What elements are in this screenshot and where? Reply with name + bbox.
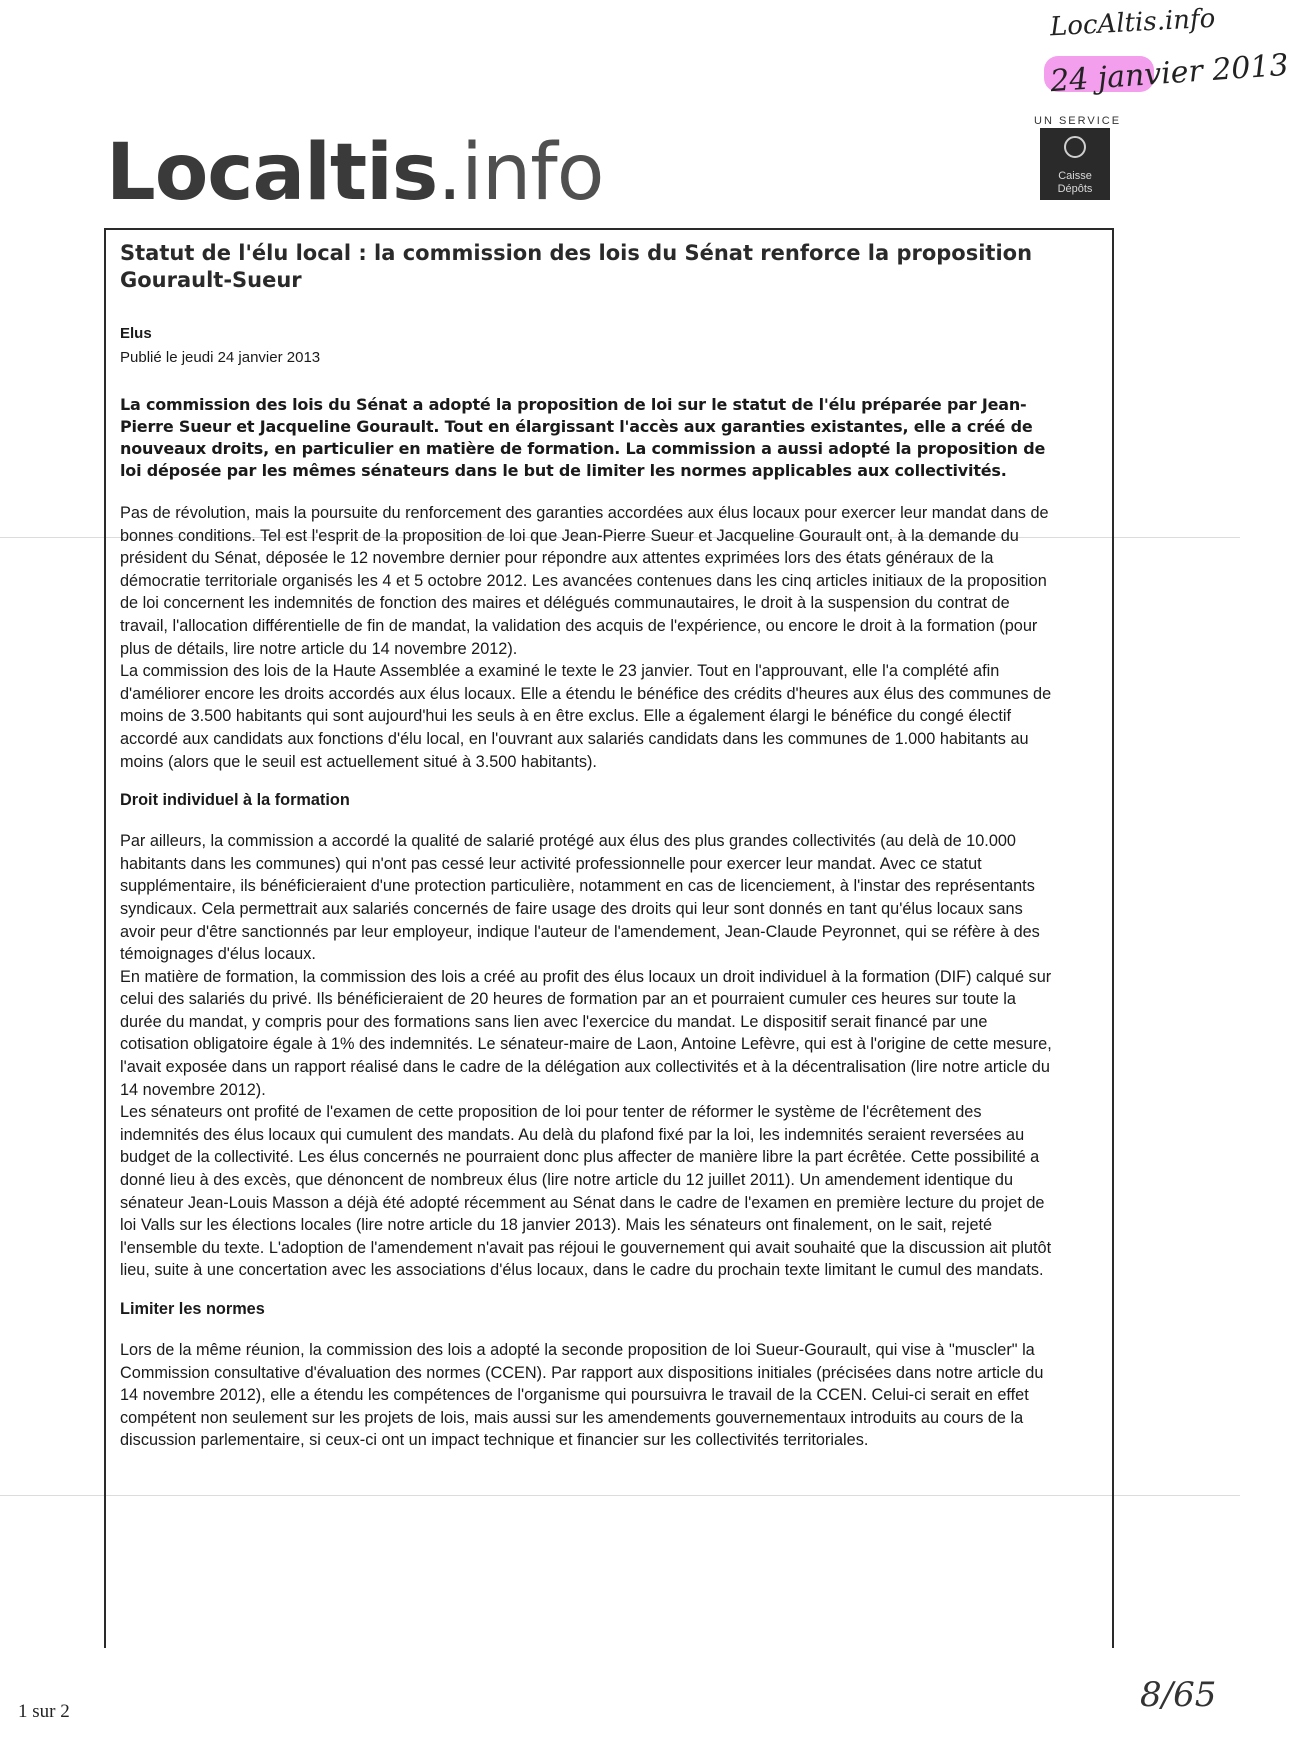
body-paragraph: La commission des lois de la Haute Assemblée a examiné le texte le 23 janvier. Tout en l'approuvant, elle l'a complété afin d'améliorer encore les droits accordés aux élus locaux. Elle a étendu le bénéfice des crédits d'heures aux élus des communes de moins de 3.500 habitants qui sont aujourd'hui les seuls à en être exclus. Elle a également élargi le bénéfice du congé électif accordé aux candidats aux fonctions d'élu local, en l'ouvrant aux salariés candidats dans les communes de 1.000 habitants au moins (alors que le seuil est actuellement situé à 3.500 habitants). [120, 662, 1052, 771]
section-heading: Limiter les normes [120, 1300, 265, 1318]
page-indicator: 1 sur 2 [18, 1701, 70, 1722]
publication-date: Publié le jeudi 24 janvier 2013 [120, 349, 321, 366]
article-content [120, 240, 1060, 1452]
emblem-icon [1064, 136, 1086, 158]
handwritten-annotation [1049, 3, 1290, 100]
handwritten-date: 24 janvier 2013 [1049, 47, 1290, 100]
service-name-line1: Caisse [1058, 170, 1092, 182]
body-paragraph: Les sénateurs ont profité de l'examen de cette proposition de loi pour tenter de réformer le système de l'écrêtement des indemnités des élus locaux qui cumulent des mandats. Au delà du plafond fixé par la loi, les indemnités seraient reversées au budget de la collectivité. Les élus concernés ne pourraient donc plus affecter de manière libre la part écrêtée. Cette possibilité a donné lieu à des excès, que dénoncent de nombreux élus (lire notre article du 12 juillet 2011). Un amendement identique du sénateur Jean-Louis Masson a déjà été adopté récemment au Sénat dans le cadre de l'examen en première lecture du projet de loi Valls sur les élections locales (lire notre article du 18 janvier 2013). Mais les sénateurs ont finalement, on le sait, rejeté l'ensemble du texte. L'adoption de l'amendement n'avait pas réjoui le gouvernement qui avait souhaité que la discussion ait plutôt lieu, suite à une concertation avec les associations d'élus locaux, dans le cadre du prochain texte limitant le cumul des mandats. [120, 1103, 1052, 1280]
article-title: Statut de l'élu local : la commission des lois du Sénat renforce la proposition Gourault-Sueur [120, 241, 1033, 292]
body-paragraph: Pas de révolution, mais la poursuite du renforcement des garanties accordées aux élus locaux pour exercer leur mandat dans de bonnes conditions. Tel est l'esprit de la proposition de loi que Jean-Pierre Sueur et Jacqueline Gourault ont, à la demande du président du Sénat, déposée le 12 novembre dernier pour répondre aux attentes exprimées lors des états généraux de la démocratie territoriale organisés les 4 et 5 octobre 2012. Les avancées contenues dans les cinq articles initiaux de la proposition de loi concernent les indemnités de fonction des maires et délégués communautaires, le droit à la suspension du contrat de travail, l'allocation différentielle de fin de mandat, la validation des acquis de l'expérience, ou encore le droit à la formation (pour plus de détails, lire notre article du 14 novembre 2012). [120, 504, 1049, 658]
caisse-depots-logo [1040, 128, 1110, 200]
site-logo [106, 128, 603, 218]
service-name-line2: Dépôts [1057, 183, 1093, 195]
logo-main: Localtis [106, 128, 438, 218]
body-paragraph: En matière de formation, la commission des lois a créé au profit des élus locaux un droit individuel à la formation (DIF) calqué sur celui des salariés du privé. Ils bénéficieraient de 20 heures de formation par an et pourraient cumuler ces heures sur toute la durée du mandat, y compris pour des formations sans lien avec l'exercice du mandat. Le dispositif serait financé par une cotisation obligatoire égale à 1% des indemnités. Le sénateur-maire de Laon, Antoine Lefèvre, qui est à l'origine de cette mesure, l'avait exposée dans un rapport réalisé dans le cadre de la délégation aux collectivités et à la décentralisation (lire notre article du 14 novembre 2012). [120, 967, 1052, 1099]
logo-dot: . [437, 128, 462, 218]
article-category: Elus [120, 325, 152, 342]
body-paragraph: Lors de la même réunion, la commission des lois a adopté la seconde proposition de loi Sueur-Gourault, qui vise à "muscler" la Commission consultative d'évaluation des normes (CCEN). Par rapport aux dispositions initiales (précisées dans notre article du 14 novembre 2012), elle a étendu les compétences de l'organisme qui poursuivra le travail de la CCEN. Celui-ci serait en effet compétent non seulement sur les projets de lois, mais aussi sur les amendements gouvernementaux introduits au cours de la discussion parlementaire, si ceux-ci ont un impact technique et financier sur les collectivités territoriales. [120, 1341, 1044, 1450]
article-frame [104, 228, 1114, 1648]
logo-extension: info [461, 128, 604, 218]
handwritten-source: LocAltis.info [1049, 3, 1216, 43]
handwritten-page-mark: 8/65 [1140, 1675, 1217, 1715]
section-heading: Droit individuel à la formation [120, 791, 350, 810]
service-label: UN SERVICE [1034, 115, 1122, 127]
body-paragraph: Par ailleurs, la commission a accordé la qualité de salarié protégé aux élus des plus grandes collectivités (au delà de 10.000 habitants dans les communes) qui n'ont pas cessé leur activité professionnelle pour exercer leur mandat. Avec ce statut supplémentaire, ils bénéficieraient d'une protection particulière, notamment en cas de licenciement, à l'instar des représentants syndicaux. Cela permettrait aux salariés concernés de faire usage des droits qui leur sont donnés en tant qu'élus locaux sans avoir peur d'être sanctionnés par leur employeur, indique l'auteur de l'amendement, Jean-Claude Peyronnet, qui se réfère à des témoignages d'élus locaux. [120, 832, 1040, 964]
article-lead: La commission des lois du Sénat a adopté la proposition de loi sur le statut de l'élu préparée par Jean-Pierre Sueur et Jacqueline Gourault. Tout en élargissant l'accès aux garanties existantes, elle a créé de nouveaux droits, en particulier en matière de formation. La commission a aussi adopté la proposition de loi déposée par les mêmes sénateurs dans le but de limiter les normes applicables aux collectivités. [120, 395, 1046, 480]
